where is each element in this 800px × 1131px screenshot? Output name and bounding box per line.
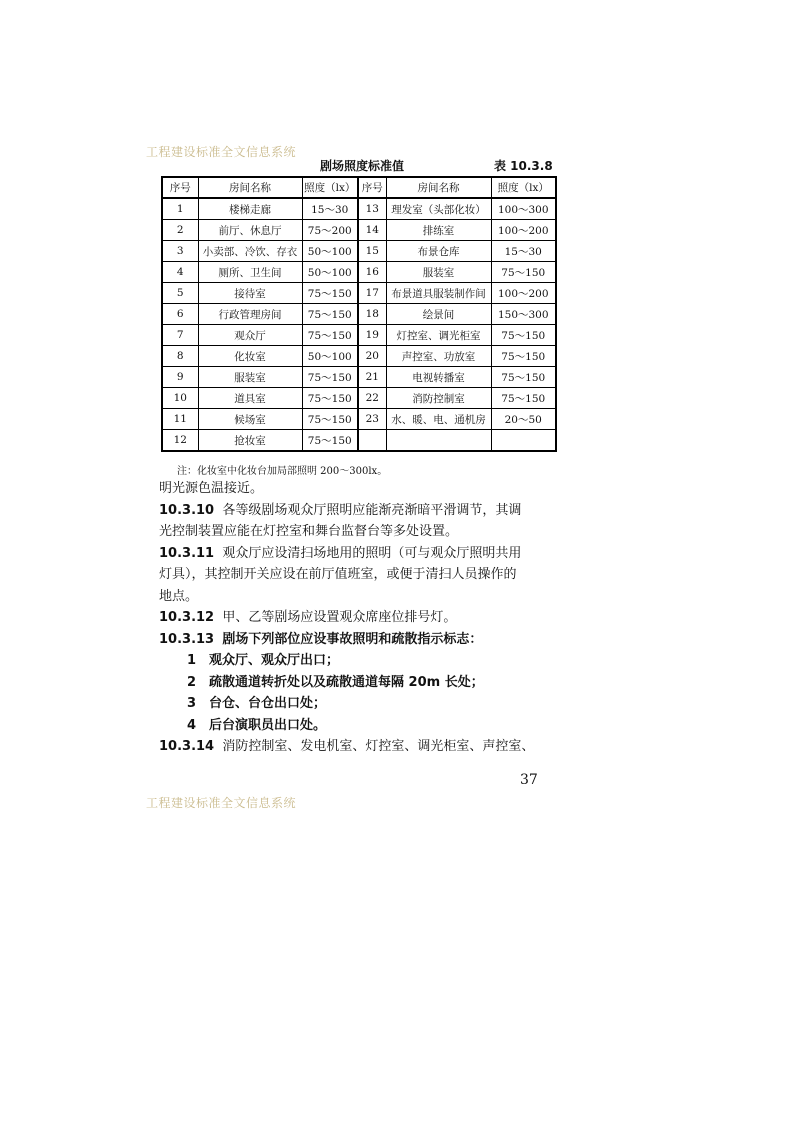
list-item xyxy=(159,693,559,715)
table-cell: 18 xyxy=(358,304,386,325)
header-cell: 序号 xyxy=(162,177,198,198)
table-cell xyxy=(491,430,556,452)
table-cell: 75～150 xyxy=(302,388,358,409)
table-cell: 8 xyxy=(162,346,198,367)
clause-10-3-11-cont2: 地点。 xyxy=(159,588,199,604)
item-number: 4 xyxy=(187,717,197,733)
item-text: 疏散通道转折处以及疏散通道每隔 20m 长处； xyxy=(209,674,484,690)
item-text: 观众厅、观众厅出口； xyxy=(209,653,340,668)
table-cell: 75～150 xyxy=(491,262,556,283)
watermark-top: 工程建设标准全文信息系统 xyxy=(146,145,297,159)
table-cell: 理发室（头部化妆） xyxy=(386,198,491,220)
clause-text: 甲、乙等剧场应设置观众席座位排号灯。 xyxy=(222,610,457,625)
item-number: 3 xyxy=(187,696,197,711)
table-cell: 21 xyxy=(358,367,386,388)
item-text: 后台演职员出口处。 xyxy=(209,717,327,733)
body-text xyxy=(159,478,559,758)
table-cell: 消防控制室 xyxy=(386,388,491,409)
table-cell: 16 xyxy=(358,262,386,283)
table-note: 注：化妆室中化妆台加局部照明 200～300lx。 xyxy=(177,466,388,477)
table-cell: 14 xyxy=(358,220,386,241)
table-row xyxy=(162,325,556,346)
table-row xyxy=(162,283,556,304)
clause-10-3-13 xyxy=(159,629,559,651)
table-cell xyxy=(358,430,386,452)
table-cell: 100～200 xyxy=(491,283,556,304)
table-row xyxy=(162,220,556,241)
clause-text: 消防控制室、发电机室、灯控室、调光柜室、声控室、 xyxy=(222,739,535,754)
header-cell: 房间名称 xyxy=(198,177,302,198)
table-cell: 23 xyxy=(358,409,386,430)
table-cell: 50～100 xyxy=(302,241,358,262)
table-cell: 候场室 xyxy=(198,409,302,430)
header-cell: 房间名称 xyxy=(386,177,491,198)
illuminance-table xyxy=(161,176,557,452)
item-number: 1 xyxy=(187,653,197,668)
table-cell: 22 xyxy=(358,388,386,409)
clause-10-3-11 xyxy=(159,543,559,565)
table-cell: 75～150 xyxy=(302,325,358,346)
table-cell: 75～150 xyxy=(302,283,358,304)
table-cell: 150～300 xyxy=(491,304,556,325)
table-cell: 6 xyxy=(162,304,198,325)
table-cell: 50～100 xyxy=(302,346,358,367)
table-cell xyxy=(386,430,491,452)
table-cell: 9 xyxy=(162,367,198,388)
table-cell: 50～100 xyxy=(302,262,358,283)
table-cell: 声控室、功放室 xyxy=(386,346,491,367)
clause-text: 观众厅应设清扫场地用的照明（可与观众厅照明共用 xyxy=(222,545,522,561)
table-cell: 3 xyxy=(162,241,198,262)
clause-number: 10.3.14 xyxy=(159,739,215,754)
table-cell: 75～150 xyxy=(491,325,556,346)
list-item xyxy=(159,715,559,737)
table-cell: 布景仓库 xyxy=(386,241,491,262)
clause-10-3-10-cont: 光控制装置应能在灯控室和舞台监督台等多处设置。 xyxy=(159,524,459,539)
clause-10-3-14 xyxy=(159,736,559,758)
table-cell: 小卖部、冷饮、存衣 xyxy=(198,241,302,262)
table-row xyxy=(162,367,556,388)
table-cell: 20～50 xyxy=(491,409,556,430)
table-cell: 4 xyxy=(162,262,198,283)
table-cell: 2 xyxy=(162,220,198,241)
table-cell: 75～150 xyxy=(302,430,358,452)
table-cell: 5 xyxy=(162,283,198,304)
clause-10-3-11-cont: 灯具），其控制开关应设在前厅值班室，或便于清扫人员操作的 xyxy=(159,567,517,582)
table-cell: 水、暖、电、通机房 xyxy=(386,409,491,430)
table-header-row xyxy=(162,177,556,198)
table-cell: 19 xyxy=(358,325,386,346)
item-text: 台仓、台仓出口处； xyxy=(209,696,327,711)
paragraph-continuation: 明光源色温接近。 xyxy=(159,481,264,496)
table-cell: 11 xyxy=(162,409,198,430)
table-cell: 服装室 xyxy=(386,262,491,283)
table-cell: 厕所、卫生间 xyxy=(198,262,302,283)
table-row xyxy=(162,409,556,430)
clause-number: 10.3.11 xyxy=(159,545,215,561)
table-cell: 观众厅 xyxy=(198,325,302,346)
clause-number: 10.3.12 xyxy=(159,610,215,625)
table-cell: 75～150 xyxy=(491,346,556,367)
header-cell: 照度（lx） xyxy=(491,177,556,198)
table-cell: 化妆室 xyxy=(198,346,302,367)
clause-10-3-10 xyxy=(159,500,559,522)
table-cell: 布景道具服装制作间 xyxy=(386,283,491,304)
table-row xyxy=(162,346,556,367)
clause-number: 10.3.10 xyxy=(159,502,215,518)
table-row xyxy=(162,304,556,325)
table-cell: 15～30 xyxy=(491,241,556,262)
table-cell: 服装室 xyxy=(198,367,302,388)
table-title: 剧场照度标准值 xyxy=(320,159,405,173)
clause-10-3-12 xyxy=(159,607,559,629)
table-cell: 前厅、休息厅 xyxy=(198,220,302,241)
table-cell: 电视转播室 xyxy=(386,367,491,388)
table-cell: 15 xyxy=(358,241,386,262)
table-cell: 绘景间 xyxy=(386,304,491,325)
header-cell: 照度（lx） xyxy=(302,177,358,198)
list-item xyxy=(159,650,559,672)
table-cell: 75～150 xyxy=(491,367,556,388)
table-cell: 抢妆室 xyxy=(198,430,302,452)
table-cell: 20 xyxy=(358,346,386,367)
header-cell: 序号 xyxy=(358,177,386,198)
table-row xyxy=(162,430,556,452)
table-cell: 75～150 xyxy=(302,409,358,430)
table-cell: 75～150 xyxy=(302,367,358,388)
item-number: 2 xyxy=(187,674,197,690)
table-cell: 100～200 xyxy=(491,220,556,241)
table-row xyxy=(162,388,556,409)
table-cell: 17 xyxy=(358,283,386,304)
table-cell: 75～200 xyxy=(302,220,358,241)
table-row xyxy=(162,241,556,262)
clause-text: 剧场下列部位应设事故照明和疏散指示标志： xyxy=(222,631,483,647)
table-number: 表 10.3.8 xyxy=(494,159,553,173)
clause-number: 10.3.13 xyxy=(159,631,215,647)
table-cell: 15～30 xyxy=(302,198,358,220)
table-cell: 75～150 xyxy=(302,304,358,325)
table-cell: 1 xyxy=(162,198,198,220)
table-cell: 楼梯走廊 xyxy=(198,198,302,220)
table-row xyxy=(162,198,556,220)
table-cell: 7 xyxy=(162,325,198,346)
clause-text: 各等级剧场观众厅照明应能渐亮渐暗平滑调节，其调 xyxy=(222,502,522,518)
page-number: 37 xyxy=(520,772,538,788)
table-cell: 10 xyxy=(162,388,198,409)
list-item xyxy=(159,672,559,694)
table-cell: 接待室 xyxy=(198,283,302,304)
table-cell: 75～150 xyxy=(491,388,556,409)
watermark-bottom: 工程建设标准全文信息系统 xyxy=(146,796,297,810)
table-cell: 100～300 xyxy=(491,198,556,220)
table-cell: 排练室 xyxy=(386,220,491,241)
table-cell: 灯控室、调光柜室 xyxy=(386,325,491,346)
table-cell: 道具室 xyxy=(198,388,302,409)
table-row xyxy=(162,262,556,283)
table-cell: 12 xyxy=(162,430,198,452)
table-cell: 13 xyxy=(358,198,386,220)
table-cell: 行政管理房间 xyxy=(198,304,302,325)
